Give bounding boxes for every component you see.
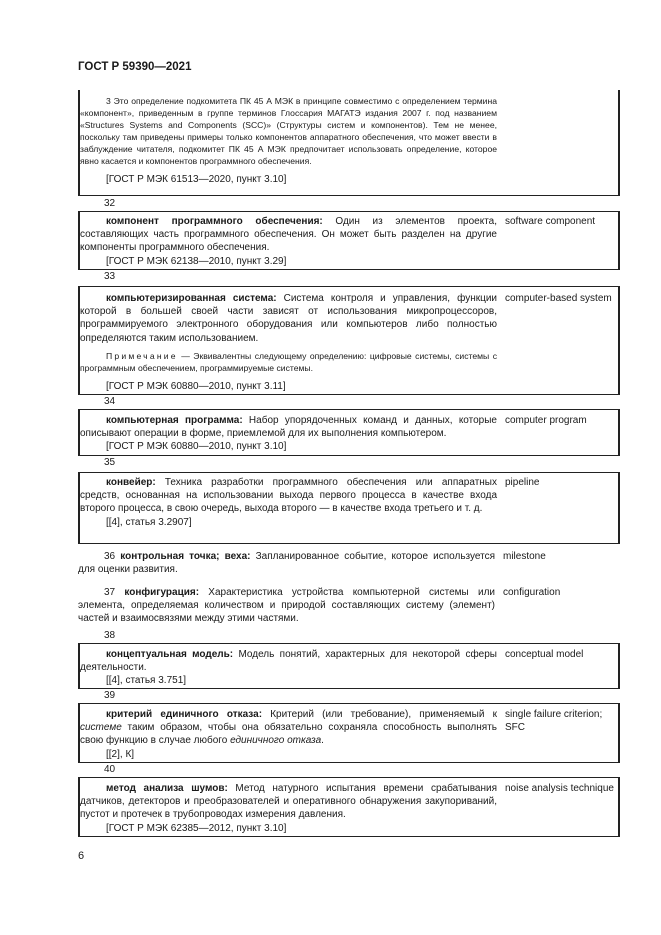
- term-name-32: компонент программного обеспечения:: [106, 216, 323, 227]
- note-text-33: — Эквивалентны следующему определению: цифровые системы, системы с программным обеспечением, программируемые системы.: [80, 350, 497, 373]
- term-entry-38: [78, 643, 620, 689]
- term-reference-35: [[4], статья 3.2907]: [106, 516, 192, 528]
- term-entry-32: [78, 211, 620, 270]
- term-note-33: [80, 350, 497, 374]
- term-def-text-36: Запланированное событие, которое используется для оценки развития.: [78, 551, 495, 576]
- note-3-reference: [ГОСТ Р МЭК 61513—2020, пункт 3.10]: [106, 174, 287, 185]
- term-name-36: контрольная точка; веха:: [120, 551, 251, 562]
- term-entry-35: [78, 472, 620, 544]
- note-3-text: 3 Это определение подкомитета ПК 45 А МЭК в принципе совместимо с определением термина «компонент», приведенным в группе терминов Глоссария МАГАТЭ издания 2007 г. под названием «Structures Systems and Components (SCC)» (Структуры систем и компонентов). Тем не менее, поскольку там приведены примеры только компонентов аппаратного обеспечения, что может ввести в заблуждение читателя, подкомитет ПК 45 А МЭК предпочитает использовать определение, которое явно касается и компонентов программного обеспечения.: [80, 96, 497, 166]
- term-english-35: pipeline: [505, 477, 540, 488]
- term-reference-34: [ГОСТ Р МЭК 60880—2010, пункт 3.10]: [106, 441, 287, 453]
- term-name-34: компьютерная программа:: [106, 415, 243, 426]
- term-definition-37: [78, 586, 495, 626]
- note-3-block: [78, 90, 620, 196]
- term-number-40: 40: [104, 764, 116, 775]
- term-entry-33: [78, 286, 620, 395]
- term-number-36: 36: [104, 551, 116, 562]
- term-definition-38: [80, 648, 497, 674]
- term-def-text-37: Характеристика устройства компьютерной системы или элемента, определяемая количеством и природой составляющих систему (элемент) частей и взаимосвязями между этими частями.: [78, 587, 495, 625]
- term-def-text-34: Набор упорядоченных команд и данных, которые описывают операции в форме, приемлемой для их выполнения компьютером.: [80, 415, 497, 440]
- term-english-33: computer-based system: [505, 293, 612, 304]
- term-name-33: компьютеризированная система:: [106, 293, 277, 304]
- term-number-38: 38: [104, 630, 116, 641]
- term-reference-38: [[4], статья 3.751]: [106, 675, 187, 687]
- term-english-38: conceptual model: [505, 649, 584, 660]
- term-english-40: noise analysis technique: [505, 783, 614, 794]
- term-def-text-38: Модель понятий, характерных для некоторой сферы деятельности.: [80, 649, 497, 674]
- term-definition-33: [80, 292, 497, 345]
- term-definition-39: [80, 708, 497, 748]
- document-header: ГОСТ Р 59390—2021: [78, 61, 192, 73]
- term-def-text-35: Техника разработки программного обеспечения или аппаратных средств, основанная на использовании выхода первого процесса в качестве входа второго процесса, в свою очередь, выхода второго — в качестве входа третьего и т. д.: [80, 477, 497, 515]
- term-def-text-39b: таким образом, чтобы она обязательно сохраняла способность выполнять свою функцию в случае любого: [80, 722, 497, 747]
- term-entry-40: [78, 777, 620, 837]
- term-entry-39: [78, 703, 620, 763]
- term-definition-32: [80, 215, 497, 255]
- term-name-35: конвейер:: [106, 477, 156, 488]
- term-entry-34: [78, 409, 620, 456]
- term-number-37: 37: [104, 587, 116, 598]
- term-number-39: 39: [104, 690, 116, 701]
- term-number-34: 34: [104, 396, 116, 407]
- term-reference-32: [ГОСТ Р МЭК 62138—2010, пункт 3.29]: [106, 255, 287, 267]
- term-def-italic-39b: единичного отказа: [230, 735, 322, 747]
- term-definition-35: [80, 476, 497, 516]
- term-def-text-39a: Критерий (или требование), применяемый к: [262, 709, 498, 720]
- term-reference-33: [ГОСТ Р МЭК 60880—2010, пункт 3.11]: [106, 380, 286, 392]
- term-name-37: конфигурация:: [124, 587, 200, 598]
- term-def-text-40: Метод натурного испытания времени срабатывания датчиков, детекторов и преобразователей и оперативного обнаружения закупориваний, пустот и протечек в трубопроводах измерения давления.: [80, 783, 498, 821]
- page-number: 6: [78, 850, 85, 862]
- term-definition-34: [80, 414, 497, 440]
- term-definition-36: [78, 550, 495, 576]
- term-english-34: computer program: [505, 415, 587, 426]
- term-number-35: 35: [104, 457, 116, 468]
- term-def-text-32: Один из элементов проекта, составляющих часть программного обеспечения. Он может быть разделен на другие компоненты программного обеспечения.: [80, 216, 497, 254]
- term-entry-37: [78, 586, 616, 628]
- term-number-33: 33: [104, 271, 116, 282]
- term-definition-40: [80, 782, 497, 822]
- note-label: Примечание: [106, 350, 178, 361]
- term-english-32: software component: [505, 216, 596, 227]
- term-def-text-39c: .: [321, 735, 324, 747]
- term-name-39: критерий единичного отказа:: [106, 709, 263, 720]
- term-english-37: configuration: [503, 587, 561, 598]
- term-english-36: milestone: [503, 551, 546, 562]
- term-reference-39: [[2], К]: [106, 748, 135, 760]
- term-def-italic-39a: системе: [80, 722, 122, 734]
- term-name-38: концептуальная модель:: [106, 649, 234, 660]
- term-def-text-33: Система контроля и управления, функции которой в большей своей части зависят от использования микропроцессоров, программируемого электронного оборудования или компьютеров либо полностью определяются таким использованием.: [80, 293, 497, 344]
- term-reference-40: [ГОСТ Р МЭК 62385—2012, пункт 3.10]: [106, 822, 287, 834]
- term-english-39: single failure criterion; SFC: [505, 709, 603, 734]
- term-entry-36: [78, 550, 616, 578]
- term-name-40: метод анализа шумов:: [106, 783, 228, 794]
- term-number-32: 32: [104, 198, 116, 209]
